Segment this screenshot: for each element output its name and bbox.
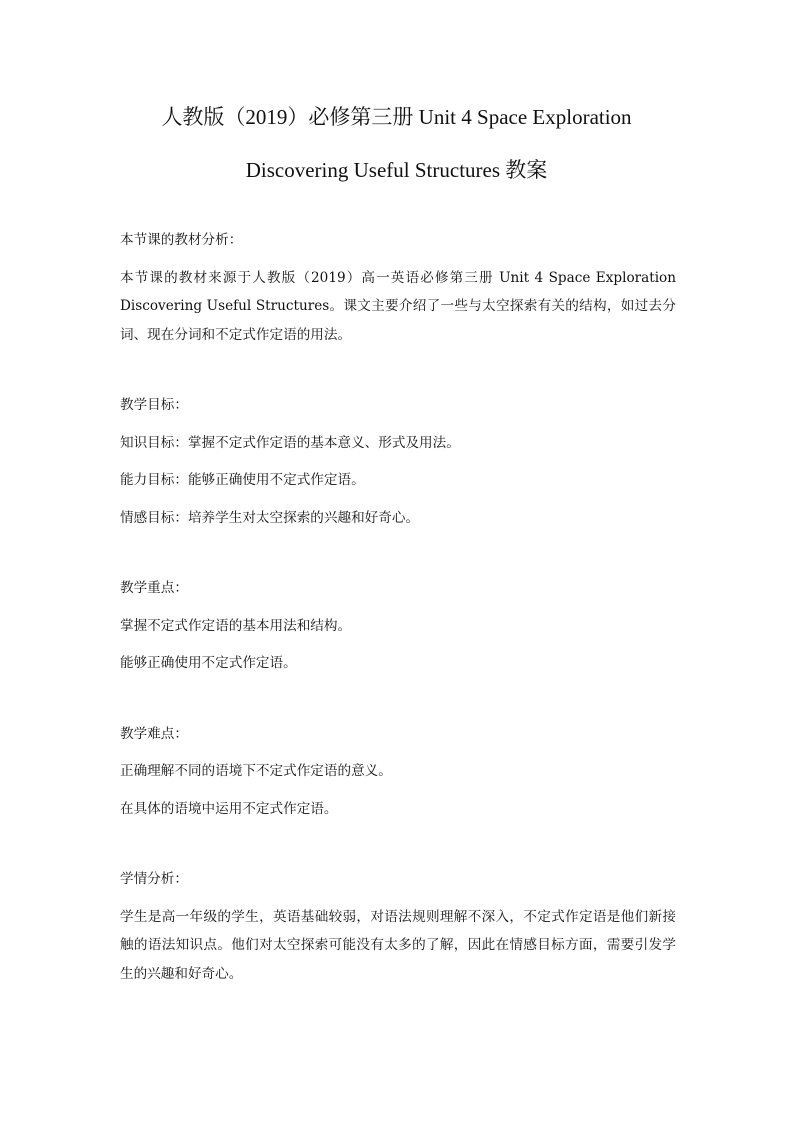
objective-line: 能力目标：能够正确使用不定式作定语。 (120, 472, 365, 488)
section-objectives (120, 391, 676, 532)
document-title-line1: 人教版（2019）必修第三册 Unit 4 Space Exploration (161, 105, 632, 129)
section-paragraph: 学生是高一年级的学生，英语基础较弱，对语法规则理解不深入，不定式作定语是他们新接触的语法知识点。他们对太空探索可能没有太多的了解，因此在情感目标方面，需要引发学生的兴趣和好奇心。 (120, 908, 676, 982)
objective-line: 情感目标：培养学生对太空探索的兴趣和好奇心。 (120, 509, 420, 526)
objective-line: 知识目标：掌握不定式作定语的基本意义、形式及用法。 (120, 434, 460, 451)
difficulty-line: 在具体的语境中运用不定式作定语。 (120, 800, 338, 817)
section-heading: 本节课的教材分析： (120, 232, 243, 248)
section-difficulties (120, 720, 676, 824)
section-heading: 教学难点： (120, 725, 188, 742)
section-learner-analysis (120, 865, 676, 988)
document-body (120, 226, 676, 1030)
section-heading: 学情分析： (120, 871, 188, 887)
difficulty-line: 正确理解不同的语境下不定式作定语的意义。 (120, 763, 392, 779)
section-heading: 教学目标： (120, 397, 188, 413)
key-point-line: 能够正确使用不定式作定语。 (120, 655, 297, 671)
key-point-line: 掌握不定式作定语的基本用法和结构。 (120, 617, 352, 634)
section-paragraph: 本节课的教材来源于人教版（2019）高一英语必修第三册 Unit 4 Space Exploration Discovering Useful Structures。课文主要介绍了一些与太空探索有关的结构，如过去分词、现在分词和不定式作定语的用法。 (120, 269, 676, 343)
section-analysis (120, 226, 676, 349)
section-heading: 教学重点： (120, 580, 188, 596)
document-title-line2: Discovering Useful Structures 教案 (245, 158, 548, 182)
section-key-points (120, 574, 676, 678)
